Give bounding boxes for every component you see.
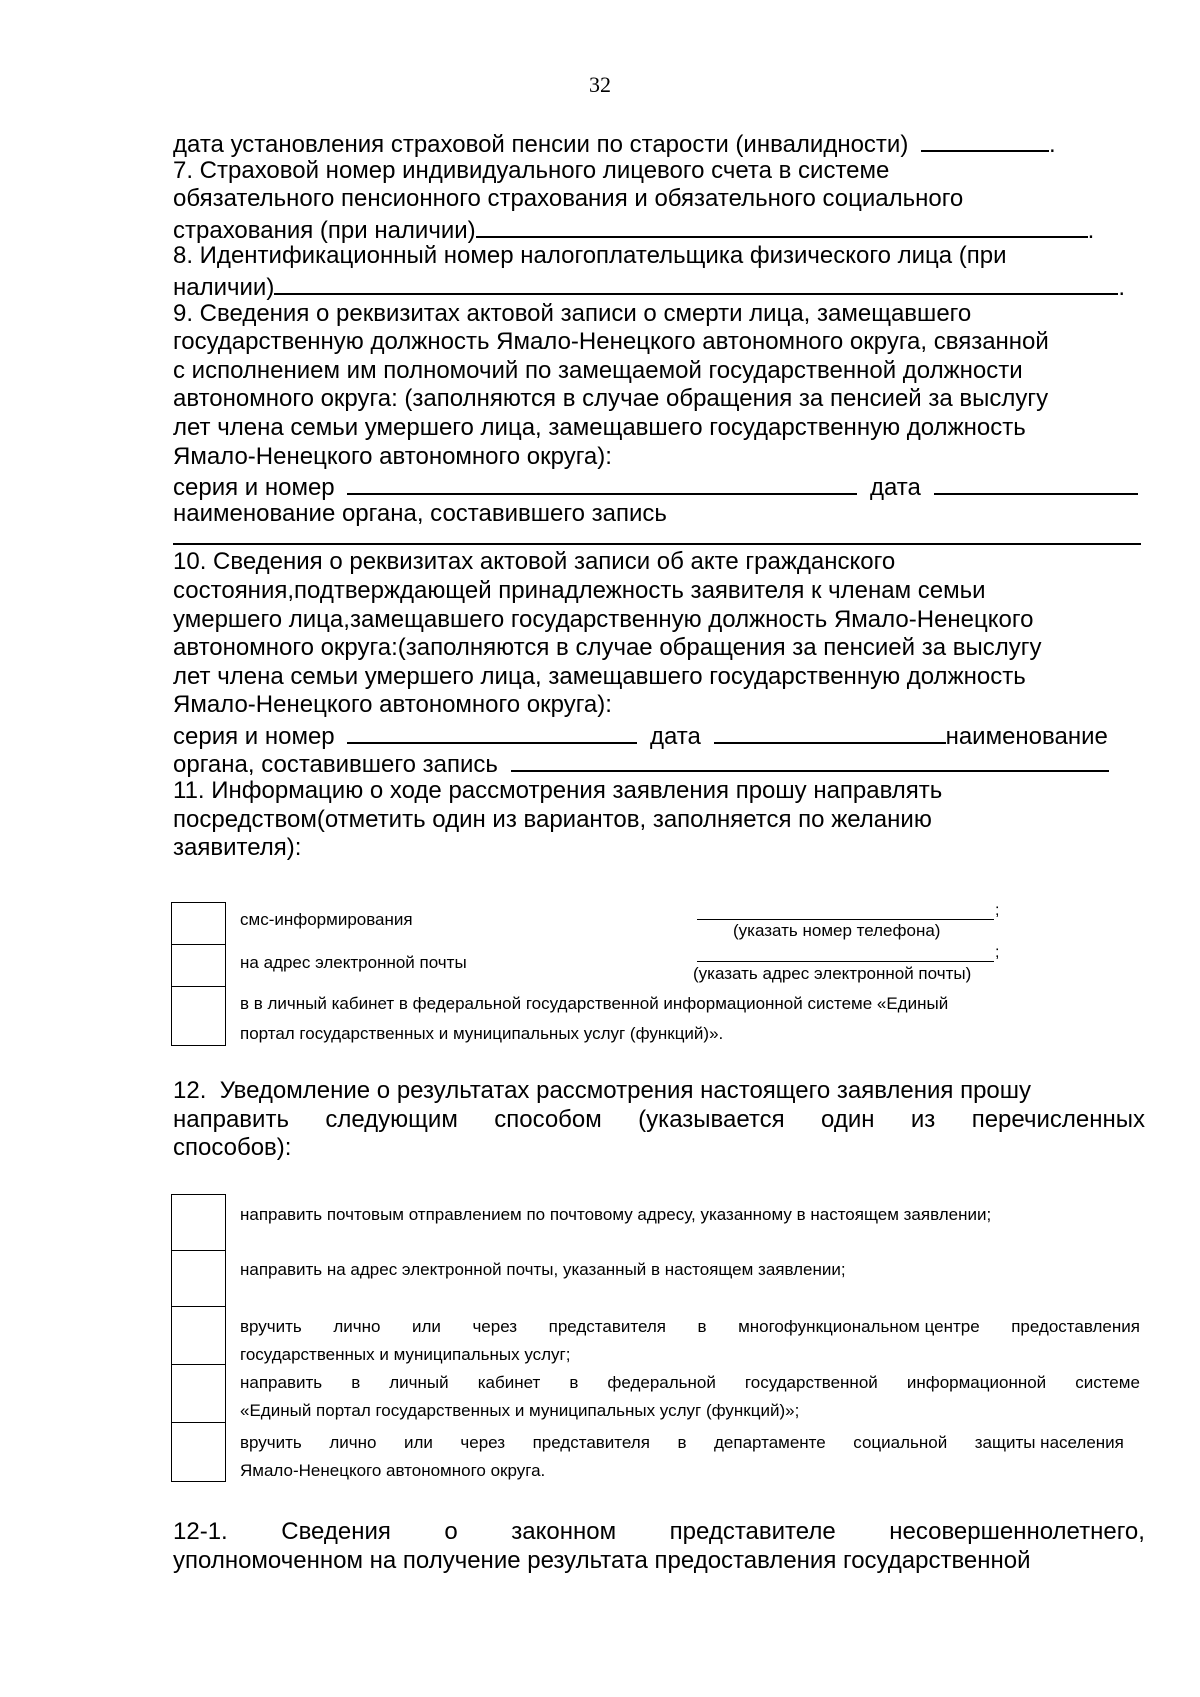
p11-line-2: посредством(отметить один из вариантов, заполняется по желанию: [173, 805, 932, 833]
cabinet-option-line-1: в в личный кабинет в федеральной государственной информационной системе «Единый: [240, 994, 949, 1013]
p9-line-1: 9. Сведения о реквизитах актовой записи о смерти лица, замещавшего: [173, 299, 972, 327]
page-number: 32: [589, 72, 611, 97]
snils-label: страхования (при наличии): [173, 216, 476, 244]
department-option-line-1: [240, 1429, 1124, 1457]
s12-1-word: законном: [511, 1518, 617, 1545]
mfc-word: многофункциональном центре: [738, 1317, 980, 1336]
s12-line-1-text: Уведомление о результатах рассмотрения настоящего заявления прошу: [219, 1077, 1032, 1104]
p10-series-field[interactable]: [347, 720, 637, 744]
p10-line-2: состояния,подтверждающей принадлежность заявителя к членам семьи: [173, 576, 986, 604]
epgu-option-line-2: «Единый портал государственных и муниципальных услуг (функций)»;: [240, 1401, 800, 1420]
p10-organ-field[interactable]: [511, 748, 1109, 772]
epgu-word: кабинет: [477, 1373, 541, 1392]
p9-organ-field[interactable]: [173, 543, 1141, 545]
cabinet-option-line-2: портал государственных и муниципальных услуг (функций)».: [240, 1024, 724, 1043]
p9-line-4: автономного округа: (заполняются в случае обращения за пенсией за выслугу: [173, 385, 1049, 413]
cabinet-checkbox[interactable]: [171, 986, 226, 1046]
mfc-option-line-1: [240, 1313, 1140, 1341]
department-checkbox[interactable]: [171, 1422, 226, 1482]
mfc-word: или: [411, 1317, 441, 1336]
s12-word: один: [821, 1105, 875, 1133]
p8-line-1: 8. Идентификационный номер налогоплательщика физического лица (при: [173, 242, 1007, 270]
epgu-word: в: [569, 1373, 579, 1392]
email-notify-option-label: направить на адрес электронной почты, указанный в настоящем заявлении;: [240, 1260, 846, 1279]
epgu-word: личный: [389, 1373, 449, 1392]
email-field[interactable]: [697, 946, 994, 962]
p9-date-label: дата: [869, 474, 921, 502]
mfc-checkbox[interactable]: [171, 1306, 226, 1365]
sms-checkbox[interactable]: [171, 902, 226, 945]
section12-heading: [173, 1077, 1145, 1163]
epgu-option-line-1: [240, 1369, 1140, 1397]
dept-word: через: [460, 1433, 506, 1452]
s12-1-word: представителе: [669, 1518, 836, 1545]
s12-word: способом: [494, 1105, 602, 1133]
mfc-word: предоставления: [1011, 1317, 1140, 1336]
p7-line-3: страхования (при наличии) .: [173, 214, 1155, 243]
section12-1: [173, 1518, 1145, 1575]
epgu-word: информационной: [906, 1373, 1047, 1392]
p9-line-2: государственную должность Ямало-Ненецкого автономного округа, связанной: [173, 328, 1049, 356]
p9-series-label: серия и номер: [173, 474, 335, 502]
epgu-word: системе: [1075, 1373, 1140, 1392]
mfc-word: через: [472, 1317, 518, 1336]
p11-line-3: заявителя):: [173, 834, 302, 862]
s12-number: 12.: [173, 1077, 207, 1104]
p10-line-4: автономного округа:(заполняются в случае обращения за пенсией за выслугу: [173, 634, 1042, 662]
dept-word: или: [403, 1433, 433, 1452]
email-notify-checkbox[interactable]: [171, 1250, 226, 1307]
mfc-option-line-2: государственных и муниципальных услуг;: [240, 1345, 571, 1364]
dept-word: лично: [329, 1433, 377, 1452]
pension-date-line: дата установления страховой пенсии по старости (инвалидности) .: [173, 128, 1155, 157]
dept-word: департаменте: [713, 1433, 826, 1452]
dept-word: вручить: [240, 1433, 302, 1452]
s12-1-word: 12-1.: [173, 1518, 228, 1545]
p7-line-2: обязательного пенсионного страхования и обязательного социального: [173, 185, 964, 213]
p10-series-line: [173, 720, 1155, 749]
inn-field[interactable]: [274, 271, 1118, 295]
p9-line-3: с исполнением им полномочий по замещаемой государственной должности: [173, 356, 1023, 384]
s12-line-1: [173, 1077, 1145, 1106]
p10-naim-label: наименование: [945, 722, 1108, 750]
s12-1-word: о: [444, 1518, 458, 1545]
s12-word: из: [910, 1105, 936, 1133]
p10-organ-line: [173, 748, 1155, 777]
dept-word: представителя: [532, 1433, 650, 1452]
form-body: [173, 128, 1155, 863]
inn-label: наличии): [173, 273, 275, 301]
s12-1-line-1: [173, 1518, 1145, 1547]
email-suffix: ;: [995, 944, 1000, 961]
p9-series-field[interactable]: [347, 471, 857, 495]
p11-line-1: 11. Информацию о ходе рассмотрения заявления прошу направлять: [173, 777, 943, 805]
sms-option-label: смс-информирования: [240, 910, 413, 929]
email-hint: (указать адрес электронной почты): [693, 964, 972, 983]
p7-line-1: 7. Страховой номер индивидуального лицевого счета в системе: [173, 156, 890, 184]
p10-date-field[interactable]: [714, 720, 946, 744]
p9-date-field[interactable]: [934, 471, 1138, 495]
p10-series-label: серия и номер: [173, 722, 335, 750]
pension-date-field[interactable]: [921, 128, 1049, 152]
post-checkbox[interactable]: [171, 1194, 226, 1251]
dept-word: социальной: [853, 1433, 948, 1452]
snils-field[interactable]: [476, 214, 1088, 238]
s12-1-word: несовершеннолетнего,: [889, 1518, 1145, 1545]
s12-word: перечисленных: [971, 1105, 1145, 1133]
phone-hint: (указать номер телефона): [733, 921, 941, 940]
epgu-word: в: [351, 1373, 361, 1392]
phone-field[interactable]: [697, 904, 994, 920]
epgu-word: направить: [240, 1373, 323, 1392]
p9-series-line: [173, 471, 1155, 500]
s12-1-word: Сведения: [281, 1518, 391, 1545]
p10-date-label: дата: [649, 722, 701, 750]
p9-line-6: Ямало-Ненецкого автономного округа):: [173, 442, 612, 470]
p8-line-2: наличии) .: [173, 271, 1155, 300]
p9-organ-line: наименование органа, составившего запись: [173, 499, 667, 527]
sms-suffix: ;: [995, 902, 1000, 919]
p10-line-1: 10. Сведения о реквизитах актовой записи об акте гражданского: [173, 548, 896, 576]
dept-word: защиты населения: [974, 1433, 1124, 1452]
s12-word: направить: [173, 1105, 289, 1133]
epgu-checkbox[interactable]: [171, 1364, 226, 1423]
p10-line-6: Ямало-Ненецкого автономного округа):: [173, 691, 612, 719]
s12-word: следующим: [325, 1105, 458, 1133]
s12-word: (указывается: [638, 1105, 785, 1133]
mfc-word: в: [697, 1317, 707, 1336]
dept-word: в: [677, 1433, 687, 1452]
s12-line-3: способов):: [173, 1134, 292, 1162]
department-option-line-2: Ямало-Ненецкого автономного округа.: [240, 1461, 546, 1480]
epgu-word: государственной: [744, 1373, 878, 1392]
s12-1-line-2: уполномоченном на получение результата предоставления государственной: [173, 1546, 1031, 1574]
mfc-word: вручить: [240, 1317, 302, 1336]
p10-organ-label: органа, составившего запись: [173, 751, 498, 779]
epgu-word: федеральной: [607, 1373, 716, 1392]
mfc-word: лично: [333, 1317, 381, 1336]
email-option-label: на адрес электронной почты: [240, 953, 467, 972]
email-checkbox[interactable]: [171, 944, 226, 987]
mfc-word: представителя: [548, 1317, 666, 1336]
s12-line-2: [173, 1106, 1145, 1135]
p10-line-5: лет члена семьи умершего лица, замещавшего государственную должность: [173, 662, 1026, 690]
p9-line-5: лет члена семьи умершего лица, замещавшего государственную должность: [173, 413, 1026, 441]
p10-line-3: умершего лица,замещавшего государственную должность Ямало-Ненецкого: [173, 605, 1034, 633]
post-option-label: направить почтовым отправлением по почтовому адресу, указанному в настоящем заявлении;: [240, 1205, 992, 1224]
pension-date-label: дата установления страховой пенсии по старости (инвалидности): [173, 131, 909, 158]
